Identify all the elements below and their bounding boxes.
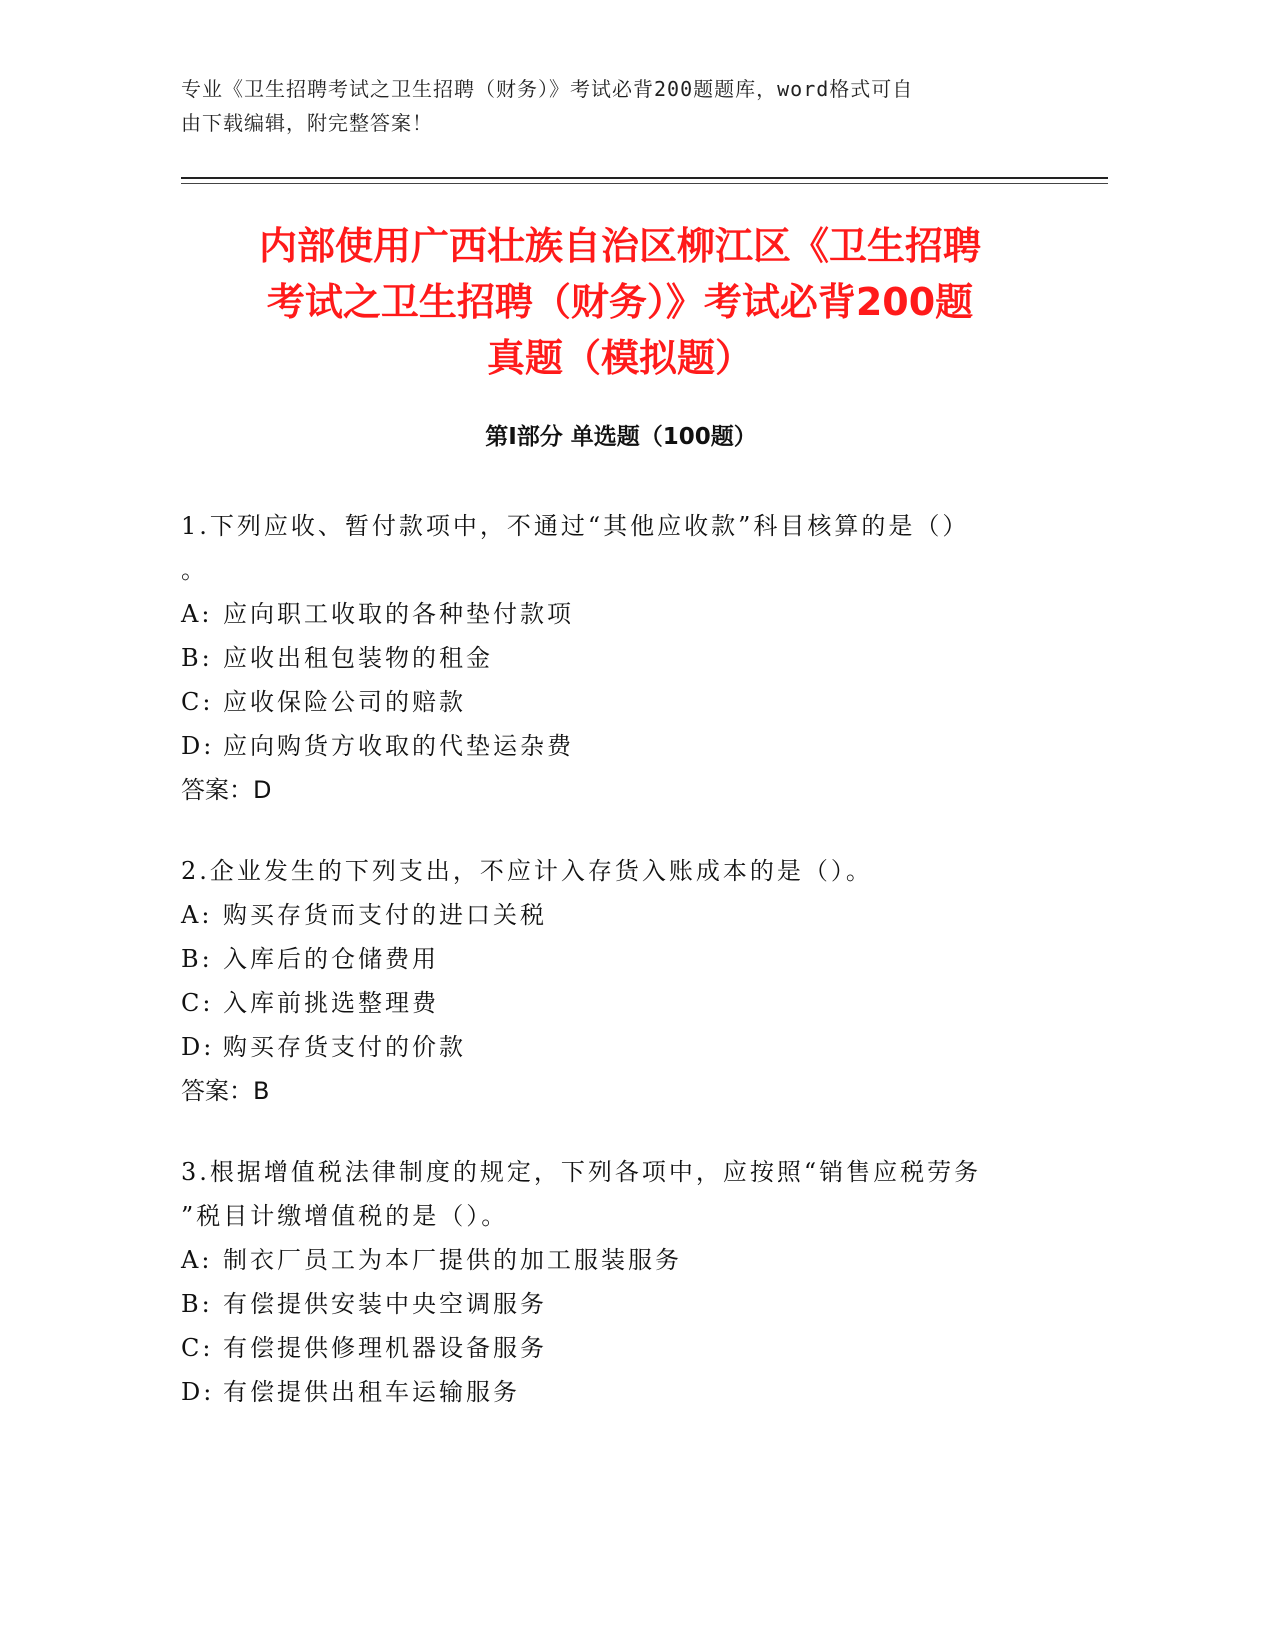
option-d [181, 724, 1081, 768]
header-note [181, 72, 1041, 140]
question-3 [181, 1150, 1081, 1414]
document-title-line-3: 真题（模拟题） [486, 336, 753, 380]
option-text: 应向职工收取的各种垫付款项 [223, 600, 574, 628]
option-letter: D: [181, 1033, 215, 1061]
option-letter: C: [181, 1334, 214, 1362]
option-text: 应收保险公司的赔款 [223, 688, 466, 716]
document-title [160, 218, 1080, 386]
option-text: 有偿提供安装中央空调服务 [223, 1290, 547, 1318]
option-letter: D: [181, 732, 215, 760]
option-letter: A: [181, 1246, 213, 1274]
header-divider-thick [181, 177, 1108, 179]
option-text: 有偿提供出租车运输服务 [223, 1378, 520, 1406]
option-letter: C: [181, 989, 214, 1017]
option-text: 有偿提供修理机器设备服务 [223, 1334, 547, 1362]
question-stem-continued: ”税目计缴增值税的是（）。 [181, 1202, 509, 1230]
option-c [181, 981, 1081, 1025]
option-letter: A: [181, 901, 213, 929]
option-b [181, 636, 1081, 680]
option-a [181, 893, 1081, 937]
option-letter: B: [181, 945, 213, 973]
option-a [181, 1238, 1081, 1282]
header-note-line-1: 专业《卫生招聘考试之卫生招聘（财务）》考试必背200题题库，word格式可自 [181, 77, 914, 101]
question-list [181, 504, 1081, 1451]
header-divider-thin [181, 183, 1108, 184]
option-text: 购买存货而支付的进口关税 [223, 901, 547, 929]
option-text: 入库后的仓储费用 [223, 945, 439, 973]
question-2 [181, 849, 1081, 1113]
option-b [181, 937, 1081, 981]
header-note-line-2: 由下载编辑，附完整答案！ [181, 111, 433, 135]
option-letter: C: [181, 688, 214, 716]
answer-line: 答案：D [181, 776, 272, 804]
option-text: 应向购货方收取的代垫运杂费 [223, 732, 574, 760]
document-title-line-2: 考试之卫生招聘（财务）》考试必背200题 [266, 280, 974, 324]
option-c [181, 1326, 1081, 1370]
option-letter: B: [181, 1290, 213, 1318]
option-b [181, 1282, 1081, 1326]
answer-line: 答案：B [181, 1077, 270, 1105]
question-stem: 2.企业发生的下列支出，不应计入存货入账成本的是（）。 [181, 857, 873, 885]
option-text: 入库前挑选整理费 [223, 989, 439, 1017]
question-1 [181, 504, 1081, 812]
question-stem-continued: 。 [181, 556, 208, 584]
section-heading: 第Ⅰ部分 单选题（100题） [485, 424, 757, 450]
option-d [181, 1025, 1081, 1069]
option-letter: B: [181, 644, 213, 672]
option-c [181, 680, 1081, 724]
option-text: 购买存货支付的价款 [223, 1033, 466, 1061]
option-text: 应收出租包装物的租金 [223, 644, 493, 672]
option-letter: D: [181, 1378, 215, 1406]
document-title-line-1: 内部使用广西壮族自治区柳江区《卫生招聘 [258, 224, 981, 268]
option-a [181, 592, 1081, 636]
question-stem: 3.根据增值税法律制度的规定，下列各项中，应按照“销售应税劳务 [181, 1158, 982, 1186]
option-text: 制衣厂员工为本厂提供的加工服装服务 [223, 1246, 682, 1274]
option-d [181, 1370, 1081, 1414]
question-stem: 1.下列应收、暂付款项中，不通过“其他应收款”科目核算的是（） [181, 512, 970, 540]
option-letter: A: [181, 600, 213, 628]
